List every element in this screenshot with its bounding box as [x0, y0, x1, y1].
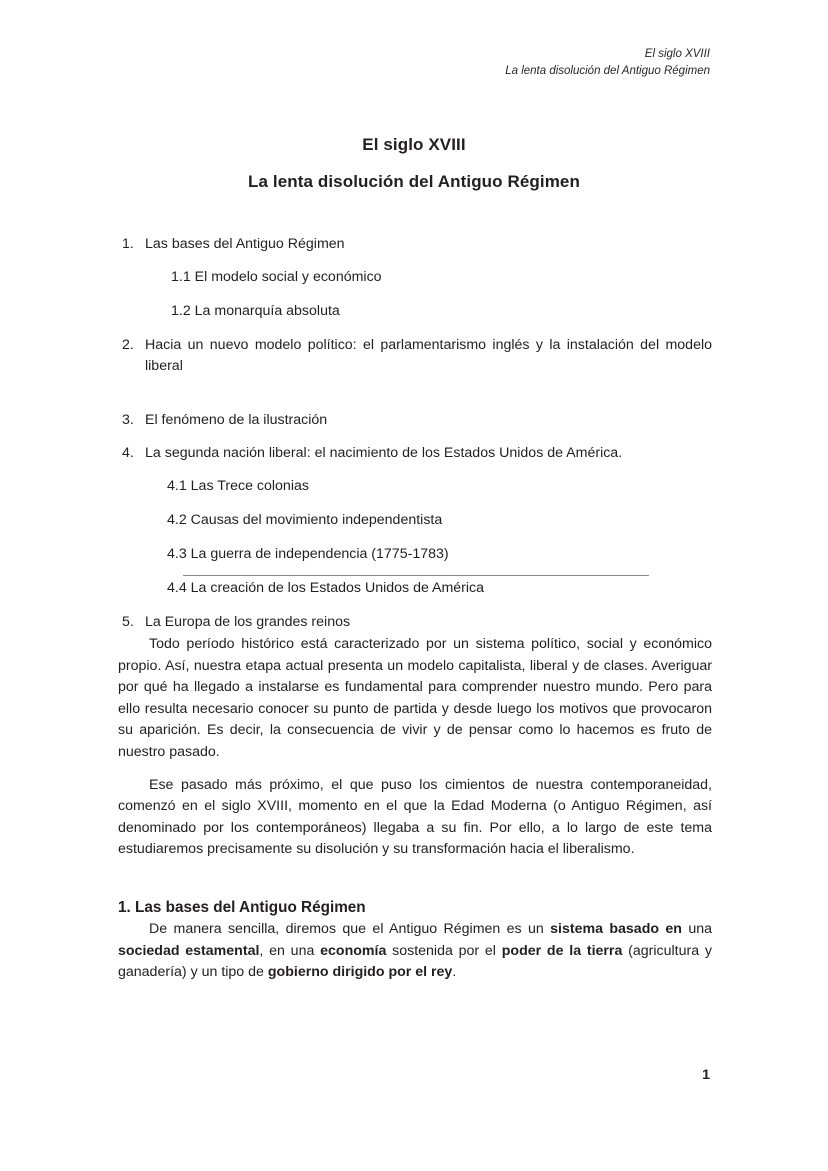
paragraph-3 — [118, 919, 712, 984]
document-title: El siglo XVIII — [362, 135, 466, 154]
toc-entry-1 — [118, 234, 712, 255]
paragraph-3-run-3: , en una — [259, 942, 321, 959]
section-divider — [183, 575, 649, 576]
paragraph-3-run-5: (agricultura y ganadería) y un tipo de — [118, 942, 712, 981]
toc-entry-3-number: 3. — [122, 412, 134, 428]
toc-entry-5-number: 5. — [122, 614, 134, 630]
paragraph-3-bold-3: economía — [320, 942, 387, 959]
page-number: 1 — [702, 1067, 710, 1083]
toc-entry-4-3: 4.3 La guerra de independencia (1775-1783) — [167, 546, 449, 562]
toc-entry-1-2: 1.2 La monarquía absoluta — [171, 303, 340, 319]
paragraph-3-bold-2: sociedad estamental — [118, 942, 260, 959]
running-header-line-2: La lenta disolución del Antiguo Régimen — [505, 65, 710, 77]
running-header — [118, 46, 710, 80]
body-content — [118, 634, 712, 984]
paragraph-1: Todo período histórico está caracterizado por un sistema político, social y económico propio. Así, nuestra etapa actual presenta un modelo capitalista, liberal y de clases. Averiguar por qué ha llegado a instalarse es fundamental para comprender nuestro mundo. Pero para ello resulta necesario conocer su punto de partida y desde luego los motivos que provocaron su aparición. Es decir, la consecuencia de vivir y de pensar como lo hacemos es fruto de nuestro pasado. — [118, 636, 712, 760]
toc-entry-4 — [118, 443, 712, 464]
title-block — [118, 130, 710, 197]
running-header-line-1: El siglo XVIII — [644, 48, 710, 60]
toc-entry-3 — [118, 410, 712, 431]
document-subtitle: La lenta disolución del Antiguo Régimen — [248, 172, 580, 191]
toc-entry-4-4: 4.4 La creación de los Estados Unidos de América — [167, 580, 485, 596]
paragraph-3-run-4: sostenida por el — [386, 942, 502, 959]
toc-entry-3-label: El fenómeno de la ilustración — [145, 412, 328, 428]
toc-entry-1-1: 1.1 El modelo social y económico — [171, 269, 382, 285]
toc-entry-2-label: Hacia un nuevo modelo político: el parlamentarismo inglés y la instalación del modelo liberal — [145, 337, 712, 374]
paragraph-3-run-1: De manera sencilla, diremos que el Antiguo Régimen es un — [149, 920, 551, 937]
toc-entry-4-label: La segunda nación liberal: el nacimiento de los Estados Unidos de América. — [145, 445, 623, 461]
paragraph-3-bold-4: poder de la tierra — [501, 942, 623, 959]
toc-entry-1-number: 1. — [122, 236, 134, 252]
paragraph-3-bold-1: sistema basado en — [550, 920, 682, 937]
paragraph-3-bold-5: gobierno dirigido por el rey — [267, 964, 453, 981]
table-of-contents — [118, 234, 712, 633]
paragraph-2: Ese pasado más próximo, el que puso los cimientos de nuestra contemporaneidad, comenzó en el siglo XVIII, momento en el que la Edad Moderna (o Antiguo Régimen, así denominado por los contemporáneos) llegaba a su fin. Por ello, a lo largo de este tema estudiaremos precisamente su disolución y su transformación hacia el liberalismo. — [118, 776, 712, 858]
paragraph-3-run-2: una — [681, 920, 712, 937]
toc-entry-2-number: 2. — [122, 337, 134, 353]
toc-entry-4-2: 4.2 Causas del movimiento independentista — [167, 512, 443, 528]
toc-entry-5-label: La Europa de los grandes reinos — [145, 614, 351, 630]
toc-entry-1-label: Las bases del Antiguo Régimen — [145, 236, 345, 252]
paragraph-3-run-6: . — [452, 964, 457, 981]
toc-entry-2 — [118, 335, 712, 398]
toc-entry-4-1: 4.1 Las Trece colonias — [167, 478, 309, 494]
section-heading-1: 1. Las bases del Antiguo Régimen — [118, 898, 366, 916]
toc-entry-5 — [118, 612, 712, 633]
toc-entry-4-number: 4. — [122, 445, 134, 461]
